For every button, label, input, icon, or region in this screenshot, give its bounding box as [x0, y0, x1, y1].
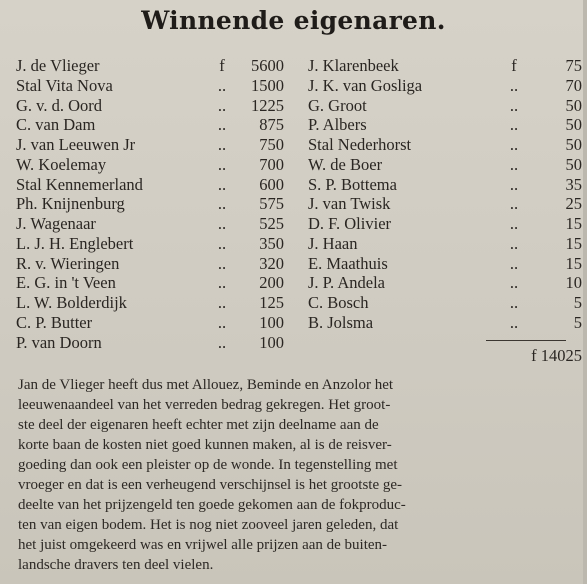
- owner-amount: 320: [259, 253, 284, 273]
- owner-amount: 1500: [251, 75, 284, 95]
- owner-amount: 5: [573, 293, 582, 312]
- owner-amount: 350: [259, 233, 284, 253]
- owner-amount: 125: [259, 293, 284, 312]
- owner-row: [16, 175, 284, 195]
- paragraph-line: landsche dravers ten deel vielen.: [18, 557, 214, 573]
- owner-row: [308, 76, 582, 96]
- paragraph-line: ten van eigen bodem. Het is nog niet zooveel jaren geleden, dat: [18, 517, 399, 533]
- owner-amount: 10: [565, 273, 582, 293]
- owner-row: [16, 56, 284, 76]
- owner-row: [16, 273, 284, 293]
- owner-row: [16, 96, 284, 116]
- owner-amount: 750: [259, 135, 284, 154]
- owner-name: W. de Boer: [308, 154, 383, 174]
- owner-amount: 525: [259, 214, 284, 233]
- currency-mark: ..: [509, 253, 519, 273]
- heading: Winnende eigenaren.: [141, 6, 446, 35]
- owner-row: [16, 155, 284, 175]
- total-amount: f 14025: [531, 346, 582, 365]
- owner-amount: 600: [259, 174, 284, 194]
- owner-name: J. van Twisk: [308, 194, 391, 214]
- owner-name: E. G. in 't Veen: [16, 273, 116, 293]
- owner-amount: 700: [259, 154, 284, 174]
- paragraph-line: deelte van het prijzengeld ten goede gekomen aan de fokproduc-: [18, 497, 406, 513]
- owner-amount: 15: [565, 233, 582, 253]
- owner-row: [308, 273, 582, 293]
- total-divider: [486, 340, 566, 341]
- currency-mark: ..: [509, 273, 519, 293]
- currency-mark: f: [219, 56, 225, 75]
- owner-name: J. Klarenbeek: [308, 56, 399, 75]
- right-column: [308, 56, 582, 333]
- currency-mark: ..: [217, 233, 227, 253]
- currency-mark: ..: [217, 75, 227, 95]
- owner-row: [16, 194, 284, 214]
- owner-name: C. P. Butter: [16, 312, 93, 332]
- owner-name: R. v. Wieringen: [16, 253, 120, 273]
- owner-row: [308, 56, 582, 76]
- paragraph-line: het juist omgekeerd was en vrijwel alle prijzen aan de buiten-: [18, 537, 388, 553]
- owner-row: [16, 254, 284, 274]
- currency-mark: ..: [217, 95, 227, 115]
- currency-mark: ..: [217, 194, 227, 214]
- currency-mark: ..: [509, 214, 519, 233]
- owner-row: [308, 293, 582, 313]
- currency-mark: ..: [217, 135, 227, 154]
- owner-name: S. P. Bottema: [308, 174, 397, 194]
- currency-mark: ..: [217, 253, 227, 273]
- currency-mark: ..: [509, 95, 519, 115]
- owner-name: J. K. van Gosliga: [308, 75, 423, 95]
- left-column: [16, 56, 284, 352]
- owner-name: J. P. Andela: [308, 273, 386, 293]
- owner-name: C. Bosch: [308, 293, 369, 312]
- owner-row: [308, 155, 582, 175]
- currency-mark: ..: [509, 115, 519, 135]
- article-paragraph: [18, 375, 576, 575]
- owner-amount: 5: [573, 312, 582, 332]
- paragraph-line: leeuwenaandeel van het verreden bedrag gekregen. Het groot-: [18, 397, 391, 413]
- owner-amount: 575: [259, 194, 284, 214]
- owner-row: [16, 135, 284, 155]
- owner-amount: 35: [565, 174, 582, 194]
- paragraph-line: goeding dan ook een pleister op de wonde. In tegenstelling met: [18, 457, 398, 473]
- owner-amount: 100: [259, 312, 284, 332]
- owner-amount: 50: [565, 95, 582, 115]
- currency-mark: ..: [509, 194, 519, 214]
- owner-name: D. F. Olivier: [308, 214, 392, 233]
- currency-mark: ..: [509, 75, 519, 95]
- owner-name: L. W. Bolderdijk: [16, 293, 127, 312]
- currency-mark: f: [511, 56, 517, 75]
- owner-row: [308, 214, 582, 234]
- owner-row: [16, 76, 284, 96]
- currency-mark: ..: [509, 293, 519, 312]
- owner-row: [308, 175, 582, 195]
- currency-mark: ..: [217, 273, 227, 293]
- owner-row: [308, 135, 582, 155]
- currency-mark: ..: [217, 312, 227, 332]
- owner-name: J. Haan: [308, 233, 358, 253]
- owner-row: [308, 115, 582, 135]
- currency-mark: ..: [217, 332, 227, 352]
- owner-name: C. van Dam: [16, 115, 96, 135]
- owner-row: [308, 313, 582, 333]
- owner-amount: 1225: [251, 95, 284, 115]
- owner-row: [308, 194, 582, 214]
- page-edge: [583, 0, 587, 584]
- owner-amount: 200: [259, 273, 284, 293]
- owner-amount: 15: [565, 253, 582, 273]
- paragraph-line: ste deel der eigenaren heeft echter met zijn deelname aan de: [18, 417, 379, 433]
- paragraph-line: vroeger en dat is een verheugend verschijnsel is het grootste ge-: [18, 477, 403, 493]
- currency-mark: ..: [217, 174, 227, 194]
- owner-amount: 25: [565, 194, 582, 214]
- paragraph-line: Jan de Vlieger heeft dus met Allouez, Beminde en Anzolor het: [18, 377, 394, 393]
- owner-amount: 50: [565, 154, 582, 174]
- owner-amount: 50: [565, 135, 582, 154]
- currency-mark: ..: [217, 293, 227, 312]
- owner-name: Stal Kennemerland: [16, 174, 143, 194]
- owner-row: [308, 96, 582, 116]
- owner-name: W. Koelemay: [16, 154, 107, 174]
- currency-mark: ..: [509, 154, 519, 174]
- owner-name: J. van Leeuwen Jr: [16, 135, 136, 154]
- owner-name: Ph. Knijnenburg: [16, 194, 125, 214]
- owner-name: P. Albers: [308, 115, 367, 135]
- owner-amount: 75: [565, 56, 582, 75]
- paragraph-line: korte baan de kosten niet goed kunnen maken, al is de reisver-: [18, 437, 392, 453]
- owner-row: [16, 214, 284, 234]
- owner-row: [16, 234, 284, 254]
- owner-name: J. Wagenaar: [16, 214, 96, 233]
- owner-amount: 5600: [251, 56, 284, 75]
- owner-name: Stal Nederhorst: [308, 135, 412, 154]
- currency-mark: ..: [509, 233, 519, 253]
- owner-amount: 70: [565, 75, 582, 95]
- owner-row: [16, 293, 284, 313]
- owner-name: L. J. H. Englebert: [16, 233, 134, 253]
- owner-row: [16, 333, 284, 353]
- owner-name: G. Groot: [308, 95, 367, 115]
- owner-amount: 100: [259, 332, 284, 352]
- owner-amount: 50: [565, 115, 582, 135]
- currency-mark: ..: [217, 154, 227, 174]
- currency-mark: ..: [509, 174, 519, 194]
- currency-mark: ..: [217, 115, 227, 135]
- owner-name: P. van Doorn: [16, 332, 102, 352]
- owners-table: [16, 56, 582, 356]
- owner-name: J. de Vlieger: [16, 56, 100, 75]
- owner-name: Stal Vita Nova: [16, 75, 113, 95]
- owner-name: E. Maathuis: [308, 253, 388, 273]
- owner-row: [308, 234, 582, 254]
- owner-name: B. Jolsma: [308, 312, 374, 332]
- owner-row: [308, 254, 582, 274]
- owner-amount: 875: [259, 115, 284, 135]
- currency-mark: ..: [509, 135, 519, 154]
- owner-row: [16, 115, 284, 135]
- currency-mark: ..: [509, 312, 519, 332]
- owner-row: [16, 313, 284, 333]
- currency-mark: ..: [217, 214, 227, 233]
- owner-name: G. v. d. Oord: [16, 95, 103, 115]
- owner-amount: 15: [565, 214, 582, 233]
